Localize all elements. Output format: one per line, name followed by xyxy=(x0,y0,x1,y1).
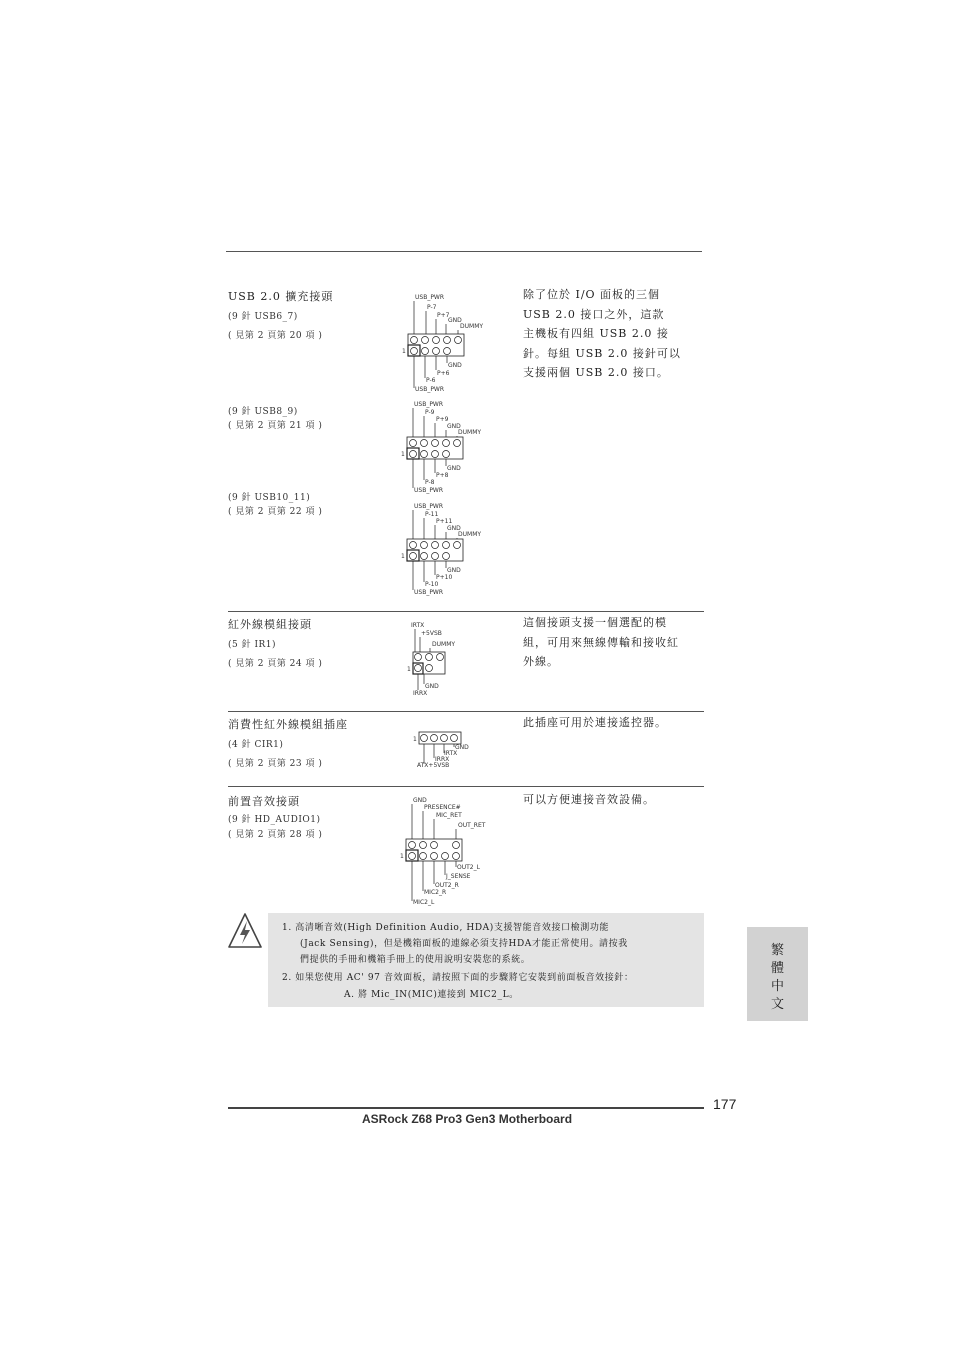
svg-text:DUMMY: DUMMY xyxy=(458,429,482,436)
svg-text:MIC2_L: MIC2_L xyxy=(413,899,435,906)
ir-section-rule xyxy=(228,611,704,612)
svg-text:P+6: P+6 xyxy=(437,370,450,377)
usb89-subtitle: (9 針 USB8_9) xyxy=(228,407,298,417)
cir-ref: ( 見第 2 頁第 23 項 ) xyxy=(228,759,323,769)
svg-text:GND: GND xyxy=(413,797,427,804)
svg-text:P-6: P-6 xyxy=(426,377,436,384)
audio-pin-diagram xyxy=(398,793,498,908)
svg-text:USB_PWR: USB_PWR xyxy=(414,401,444,408)
usb-description: 除了位於 I/O 面板的三個 USB 2.0 接口之外，這款 主機板有四組 USB 2.0 接 針。每組 USB 2.0 接針可以 支援兩個 USB 2.0 接口。 xyxy=(523,288,681,379)
usb67-pin-diagram xyxy=(400,290,500,395)
svg-text:1: 1 xyxy=(402,348,406,355)
svg-text:PRESENCE#: PRESENCE# xyxy=(424,804,461,811)
svg-text:J_SENSE: J_SENSE xyxy=(446,873,471,880)
audio-subtitle: (9 針 HD_AUDIO1) xyxy=(228,815,321,825)
cir-header-title: 消費性紅外線模組插座 xyxy=(228,718,348,731)
audio-ref: ( 見第 2 頁第 28 項 ) xyxy=(228,830,323,840)
svg-text:1: 1 xyxy=(401,553,405,560)
note-line-1: 1. 高清晰音效(High Definition Audio, HDA)支援智能音效接口檢測功能 xyxy=(282,923,610,933)
audio-header-title: 前置音效接頭 xyxy=(228,795,300,808)
svg-text:IRRX: IRRX xyxy=(413,690,428,697)
svg-text:P+8: P+8 xyxy=(436,472,449,479)
svg-text:+5VSB: +5VSB xyxy=(421,630,442,637)
svg-text:OUT_RET: OUT_RET xyxy=(458,822,486,829)
svg-text:P-8: P-8 xyxy=(425,479,435,486)
svg-text:IRTX: IRTX xyxy=(444,750,458,757)
svg-text:IRRX: IRRX xyxy=(435,756,450,763)
language-side-tab: 繁 體 中 文 xyxy=(747,927,808,1021)
ir-pin-diagram xyxy=(404,618,484,700)
audio-section-rule xyxy=(228,786,704,787)
ir-subtitle: (5 針 IR1) xyxy=(228,640,277,650)
note-line-5: A. 將 Mic_IN(MIC)連接到 MIC2_L。 xyxy=(344,990,519,1000)
note-line-2: (Jack Sensing)，但是機箱面板的連線必須支持HDA才能正常使用。請按我 xyxy=(300,939,628,949)
svg-text:1: 1 xyxy=(407,666,411,673)
svg-text:MIC2_R: MIC2_R xyxy=(424,889,447,896)
note-line-3: 們提供的手冊和機箱手冊上的使用說明安裝您的系統。 xyxy=(300,955,531,965)
svg-text:P+11: P+11 xyxy=(436,518,453,525)
warning-icon xyxy=(227,912,263,950)
svg-text:P-7: P-7 xyxy=(427,304,437,311)
svg-text:USB_PWR: USB_PWR xyxy=(414,503,444,510)
svg-text:USB_PWR: USB_PWR xyxy=(414,589,444,596)
svg-text:P+7: P+7 xyxy=(437,312,450,319)
usb1011-pin-diagram xyxy=(400,500,500,600)
svg-text:MIC_RET: MIC_RET xyxy=(436,812,462,819)
usb67-subtitle: (9 針 USB6_7) xyxy=(228,312,298,322)
svg-text:ATX+5VSB: ATX+5VSB xyxy=(417,762,450,769)
cir-subtitle: (4 針 CIR1) xyxy=(228,740,284,750)
top-rule xyxy=(226,251,702,252)
svg-text:GND: GND xyxy=(447,465,461,472)
audio-description: 可以方便連接音效設備。 xyxy=(523,793,655,806)
cir-pin-diagram xyxy=(410,728,490,774)
ir-header-title: 紅外線模組接頭 xyxy=(228,618,312,631)
svg-text:GND: GND xyxy=(447,525,461,532)
svg-text:DUMMY: DUMMY xyxy=(460,323,484,330)
ir-ref: ( 見第 2 頁第 24 項 ) xyxy=(228,659,323,669)
svg-text:OUT2_L: OUT2_L xyxy=(457,864,480,871)
page-number: 177 xyxy=(713,1096,737,1112)
svg-text:GND: GND xyxy=(455,744,469,751)
svg-text:1: 1 xyxy=(401,451,405,458)
svg-text:OUT2_R: OUT2_R xyxy=(435,882,459,889)
svg-text:USB_PWR: USB_PWR xyxy=(415,386,445,393)
usb-header-title: USB 2.0 擴充接頭 xyxy=(228,290,334,303)
svg-text:P-9: P-9 xyxy=(425,409,435,416)
cir-description: 此插座可用於連接遙控器。 xyxy=(523,716,667,729)
usb1011-ref: ( 見第 2 頁第 22 項 ) xyxy=(228,507,323,517)
ir-description: 這個接頭支援一個選配的模 組，可用來無線傳輸和接收紅 外線。 xyxy=(523,616,679,668)
svg-text:GND: GND xyxy=(447,423,461,430)
svg-text:GND: GND xyxy=(447,567,461,574)
note-box xyxy=(268,913,704,1007)
usb89-ref: ( 見第 2 頁第 21 項 ) xyxy=(228,421,323,431)
note-line-4: 2. 如果您使用 AC' 97 音效面板，請按照下面的步驟將它安裝到前面板音效接針： xyxy=(282,973,634,983)
svg-text:GND: GND xyxy=(425,683,439,690)
svg-text:P-11: P-11 xyxy=(425,511,439,518)
svg-text:P+9: P+9 xyxy=(436,416,449,423)
footer-rule xyxy=(228,1107,704,1109)
usb67-ref: ( 見第 2 頁第 20 項 ) xyxy=(228,331,323,341)
svg-text:P+10: P+10 xyxy=(436,574,453,581)
svg-text:IRTX: IRTX xyxy=(411,622,425,629)
svg-text:GND: GND xyxy=(448,362,462,369)
svg-text:P-10: P-10 xyxy=(425,581,439,588)
footer-model: ASRock Z68 Pro3 Gen3 Motherboard xyxy=(362,1112,573,1126)
svg-text:DUMMY: DUMMY xyxy=(432,641,456,648)
svg-text:DUMMY: DUMMY xyxy=(458,531,482,538)
svg-text:GND: GND xyxy=(448,317,462,324)
svg-text:1: 1 xyxy=(413,736,417,743)
cir-section-rule xyxy=(228,711,704,712)
usb89-pin-diagram xyxy=(400,398,500,498)
usb1011-subtitle: (9 針 USB10_11) xyxy=(228,493,311,503)
svg-text:USB_PWR: USB_PWR xyxy=(414,487,444,494)
svg-text:USB_PWR: USB_PWR xyxy=(415,294,445,301)
svg-text:1: 1 xyxy=(400,853,404,860)
